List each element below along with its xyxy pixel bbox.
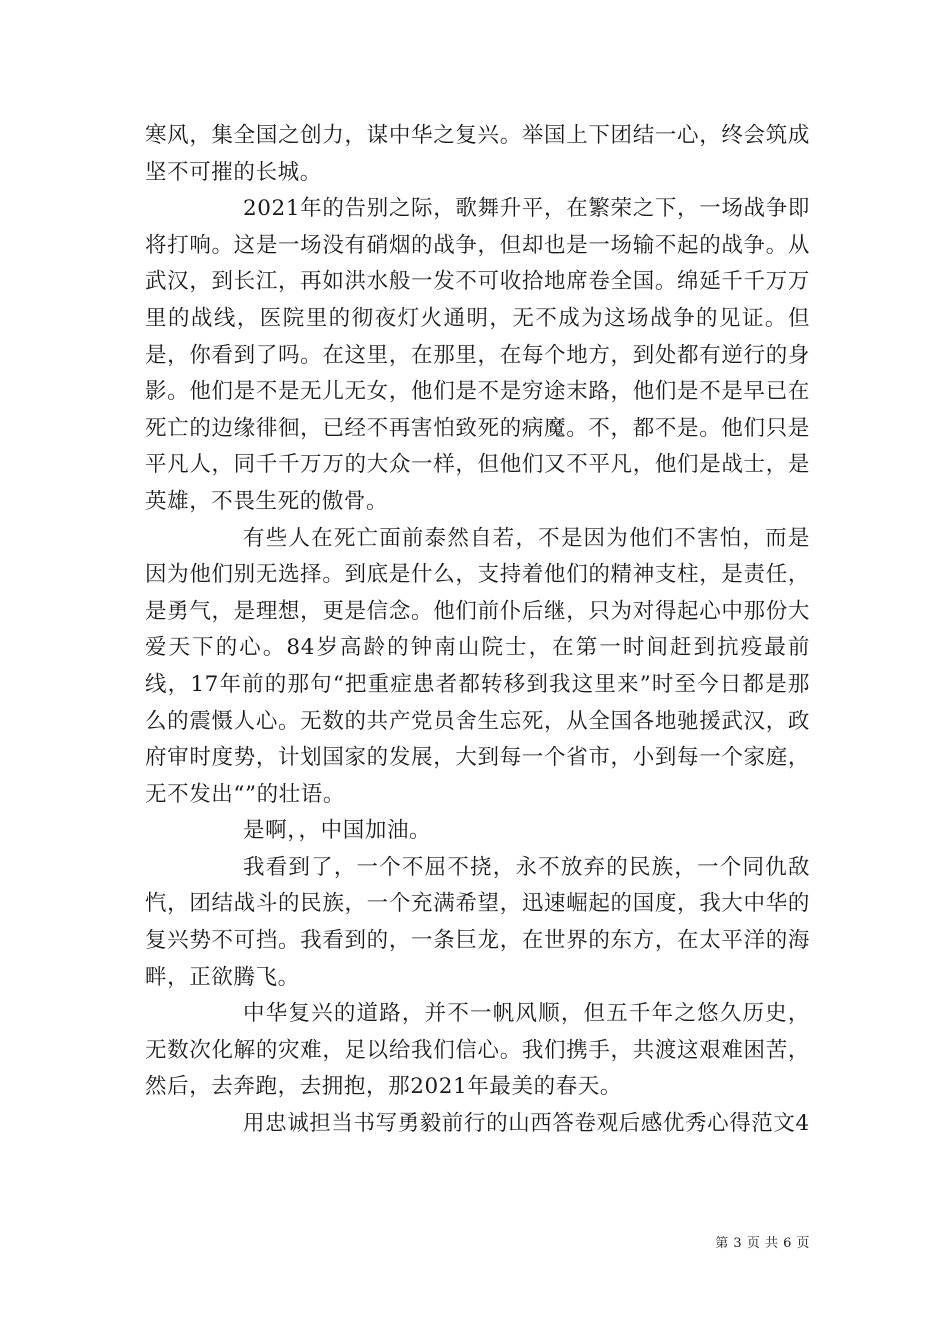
paragraph-1: 寒风，集全国之创力，谋中华之复兴。举国上下团结一心，终会筑成坚不可摧的长城。 (145, 123, 810, 185)
page-number-footer: 第 3 页 共 6 页 (715, 1236, 810, 1251)
document-body (145, 118, 810, 1143)
paragraph-6: 中华复兴的道路，并不一帆风顺，但五千年之悠久历史，无数次化解的灾难，足以给我们信心。我们携手，共渡这艰难困苦，然后，去奔跑，去拥抱，那2021年最美的春天。 (145, 1001, 810, 1100)
paragraph-7: 用忠诚担当书写勇毅前行的山西答卷观后感优秀心得范文4 (243, 1111, 810, 1137)
paragraph-3: 有些人在死亡面前泰然自若，不是因为他们不害怕，而是因为他们别无选择。到底是什么，支持着他们的精神支柱，是责任，是勇气，是理想，更是信念。他们前仆后继，只为对得起心中那份大爱天下的心。84岁高龄的钟南山院士，在第一时间赶到抗疫最前线，17年前的那句“把重症患者都转移到我这里来”时至今日都是那么的震慑人心。无数的共产党员舍生忘死，从全国各地驰援武汉，政府审时度势，计划国家的发展，大到每一个省市，小到每一个家庭，无不发出“”的壮语。 (145, 525, 810, 807)
paragraph-5: 我看到了，一个不屈不挠，永不放弃的民族，一个同仇敌忾，团结战斗的民族，一个充满希望，迅速崛起的国度，我大中华的复兴势不可挡。我看到的，一条巨龙，在世界的东方，在太平洋的海畔，正欲腾飞。 (145, 854, 810, 990)
paragraph-2: 2021年的告别之际，歌舞升平，在繁荣之下，一场战争即将打响。这是一场没有硝烟的战争，但却也是一场输不起的战争。从武汉，到长江，再如洪水般一发不可收拾地席卷全国。绵延千千万万里的战线，医院里的彻夜灯火通明，无不成为这场战争的见证。但是，你看到了吗。在这里，在那里，在每个地方，到处都有逆行的身影。他们是不是无儿无女，他们是不是穷途末路，他们是不是早已在死亡的边缘徘徊，已经不再害怕致死的病魔。不，都不是。他们只是平凡人，同千千万万的大众一样，但他们又不平凡，他们是战士，是英雄，不畏生死的傲骨。 (145, 196, 810, 514)
paragraph-4: 是啊，，中国加油。 (243, 818, 432, 844)
